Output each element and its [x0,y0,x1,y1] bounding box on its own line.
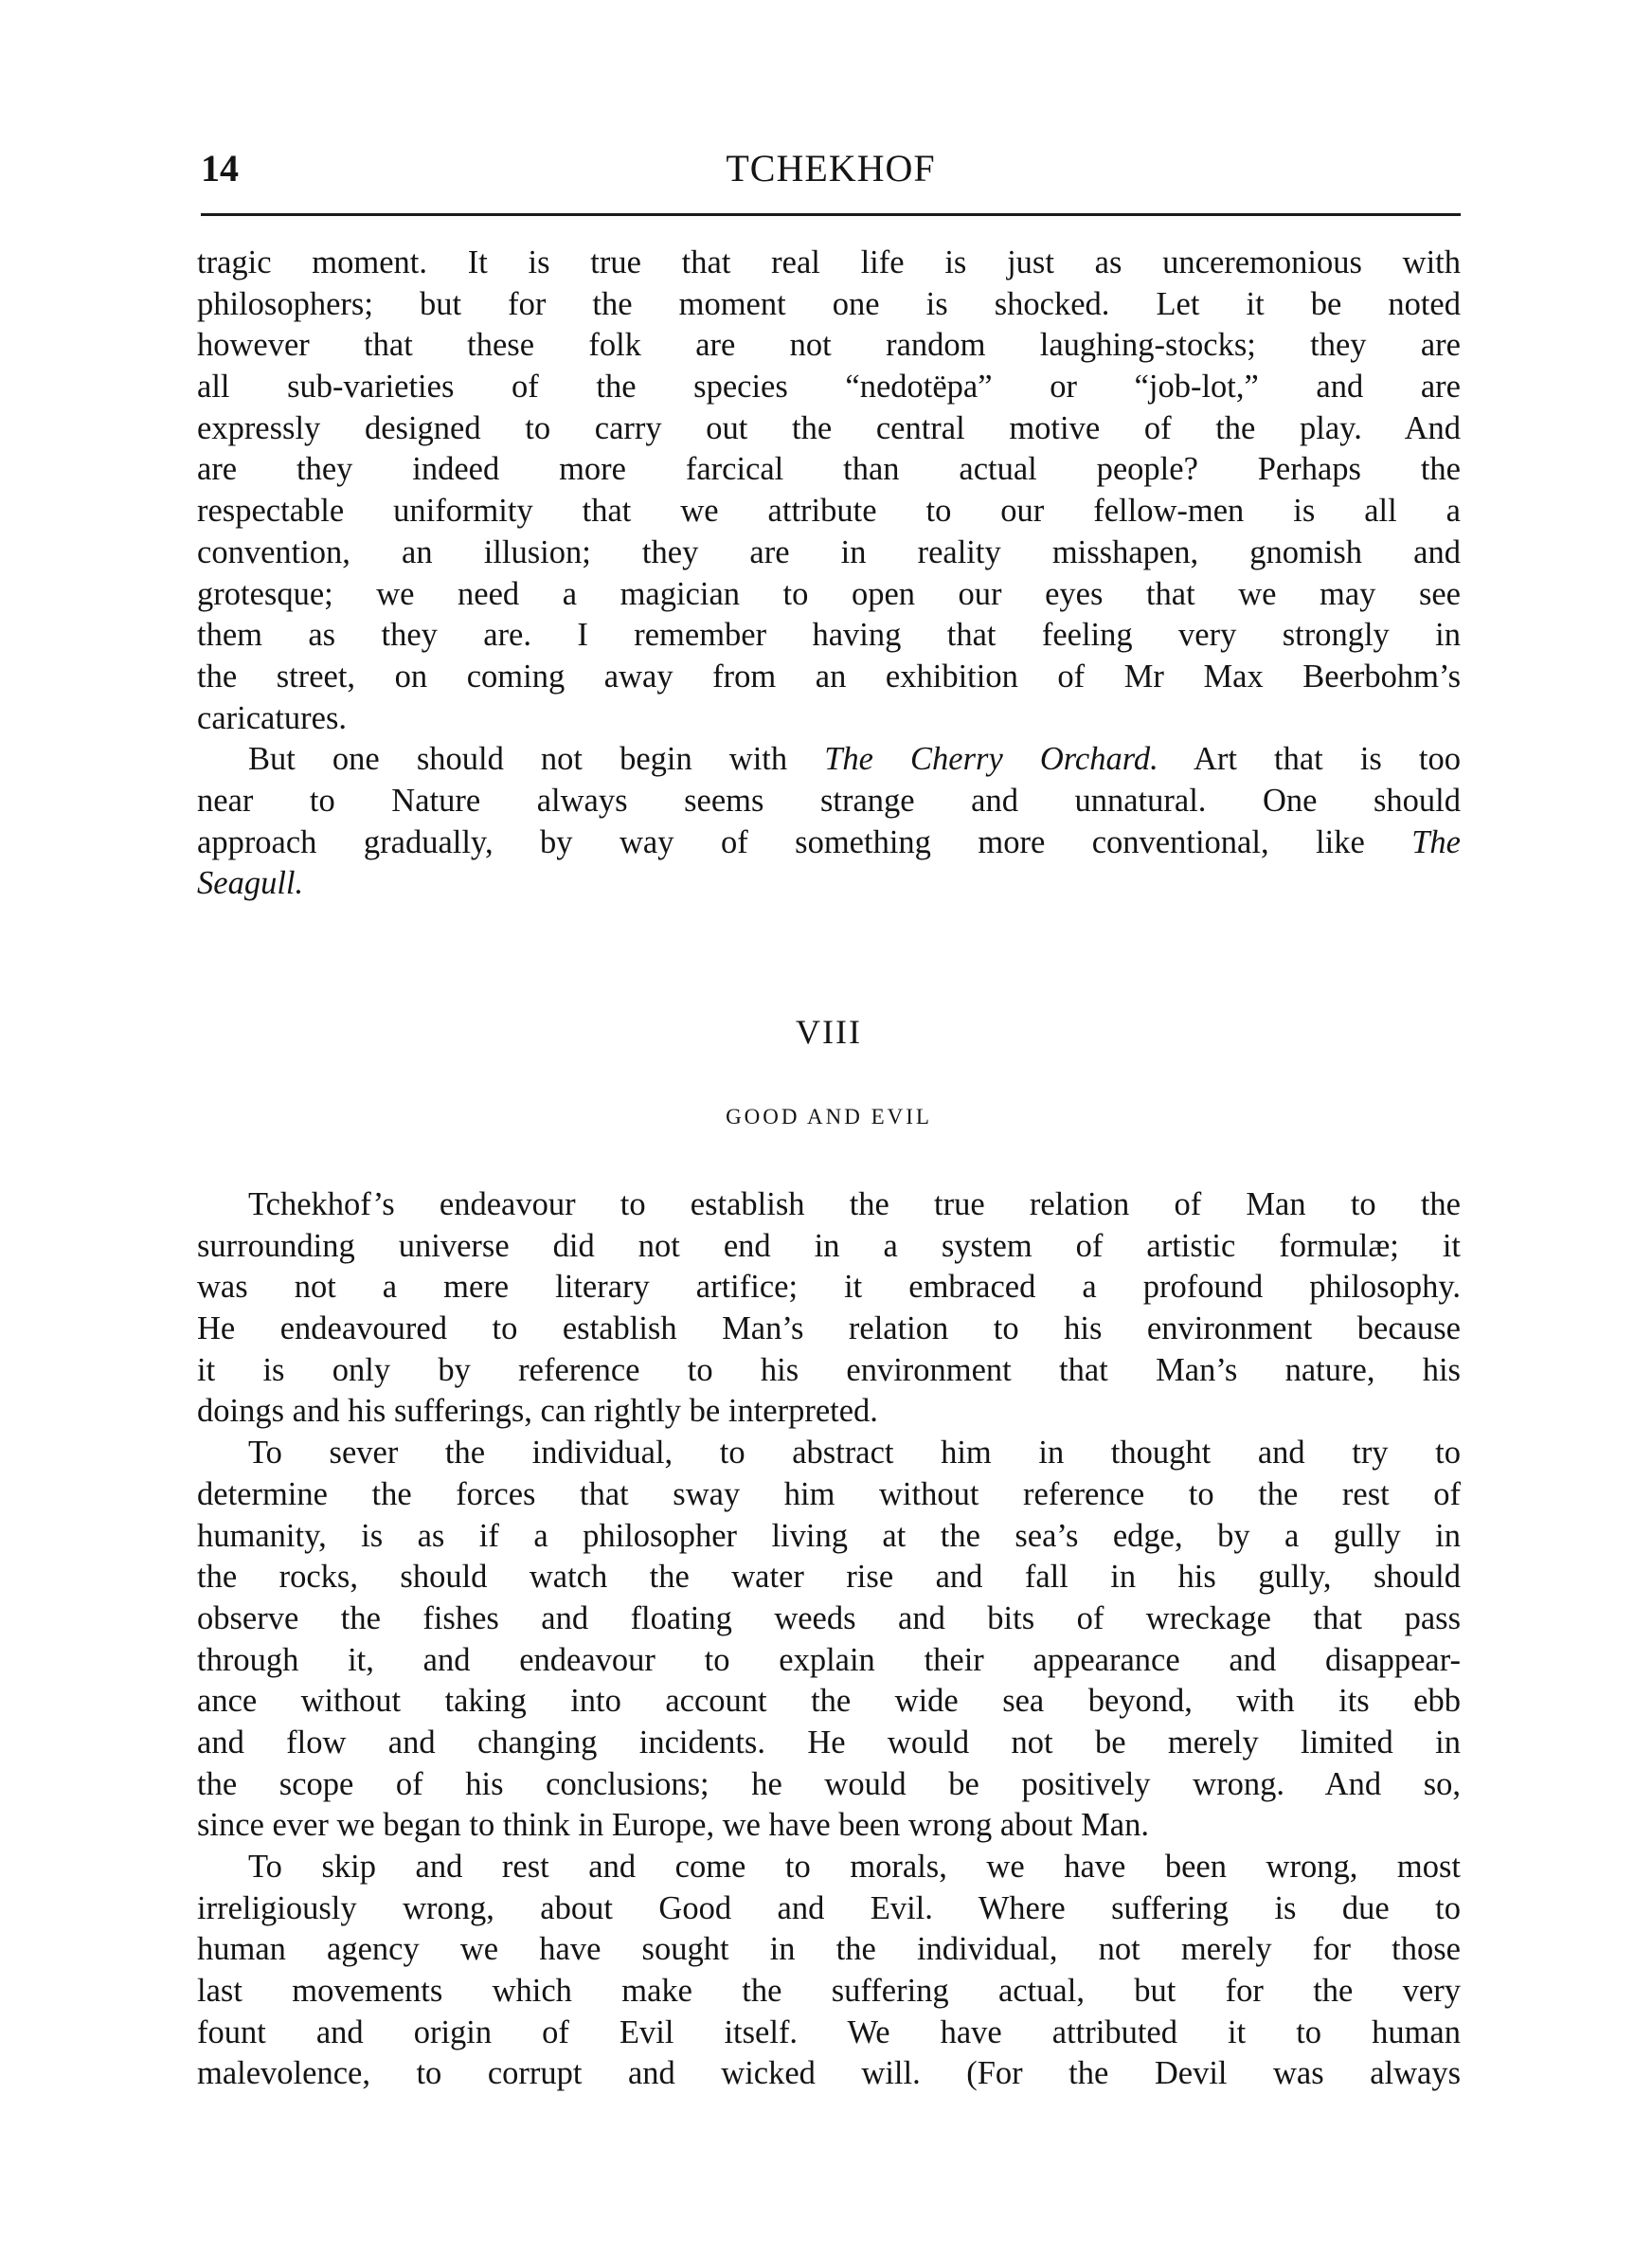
paragraph-continued [197,243,1461,739]
text-line: since ever we began to think in Europe, we have been wrong about Man. [197,1807,1149,1844]
text-line: the scope of his conclusions; he would be positively wrong. And so, [197,1765,1461,1802]
text-line: through it, and endeavour to explain their appearance and disappear- [197,1641,1461,1678]
text-line: To skip and rest and come to morals, we have been wrong, most [248,1849,1461,1885]
text-line: caricatures. [197,699,348,736]
running-head [201,142,1461,195]
text-line: malevolence, to corrupt and wicked will. (For the Devil was always [197,2055,1461,2092]
text-line: them as they are. I remember having that feeling very strongly in [197,617,1461,654]
text-line: grotesque; we need a magician to open our eyes that we may see [197,575,1461,612]
page-number: 14 [201,147,239,190]
book-title-italic: Seagull. [197,865,304,902]
text-line [197,822,1461,864]
text-line [197,863,1461,905]
text-line: To sever the individual, to abstract him in thought and try to [248,1435,1461,1472]
text-line: irreligiously wrong, about Good and Evil. Where suffering is due to [197,1889,1461,1926]
text-run: approach gradually, by way of something more conventional, like [197,823,1412,860]
text-line: human agency we have sought in the individual, not merely for those [197,1931,1461,1968]
text-line: it is only by reference to his environment that Man’s nature, his [197,1351,1461,1388]
text-line: all sub-varieties of the species “nedotëpa” or “job-lot,” and are [197,369,1461,406]
text-line: near to Nature always seems strange and unnatural. One should [197,782,1461,819]
text-line: surrounding universe did not end in a system of artistic formulæ; it [197,1227,1461,1264]
text-line: was not a mere literary artifice; it embraced a profound philosophy. [197,1269,1461,1306]
body-text-top [197,243,1461,905]
text-line: tragic moment. It is true that real life is just as unceremonious with [197,244,1461,280]
text-run: Art that is too [1158,741,1461,778]
paragraph-endeavour [197,1184,1461,1433]
section-title: GOOD AND EVIL [726,1105,932,1128]
book-title: TCHEKHOF [726,147,936,190]
section-number: VIII [796,1013,862,1051]
text-line: doings and his sufferings, can rightly be interpreted. [197,1393,878,1430]
paragraph-sever [197,1433,1461,1847]
text-line: expressly designed to carry out the central motive of the play. And [197,409,1461,446]
text-run: But one should not begin with [248,741,825,778]
text-line: and flow and changing incidents. He would not be merely limited in [197,1724,1461,1760]
book-title-italic: The [1411,823,1461,860]
text-line: fount and origin of Evil itself. We have attributed it to human [197,2013,1461,2050]
text-line: are they indeed more farcical than actual people? Perhaps the [197,451,1461,488]
paragraph-cherry-orchard [197,739,1461,905]
text-line: Tchekhof’s endeavour to establish the true relation of Man to the [248,1186,1461,1222]
text-line: observe the fishes and floating weeds and bits of wreckage that pass [197,1599,1461,1636]
text-line: however that these folk are not random laughing-stocks; they are [197,327,1461,364]
text-line: the rocks, should watch the water rise and fall in his gully, should [197,1559,1461,1596]
book-title-italic: The Cherry Orchard. [824,741,1158,778]
text-line: respectable uniformity that we attribute to our fellow-men is all a [197,493,1461,530]
text-line: humanity, is as if a philosopher living at the sea’s edge, by a gully in [197,1517,1461,1554]
paragraph-skip [197,1847,1461,2095]
text-line: the street, on coming away from an exhibition of Mr Max Beerbohm’s [197,658,1461,695]
text-line [197,739,1461,781]
body-text-bottom [197,1184,1461,2095]
text-line: He endeavoured to establish Man’s relation to his environment because [197,1310,1461,1347]
text-line: ance without taking into account the wide sea beyond, with its ebb [197,1683,1461,1720]
text-line: last movements which make the suffering actual, but for the very [197,1973,1461,2010]
text-line: philosophers; but for the moment one is shocked. Let it be noted [197,285,1461,322]
text-line: determine the forces that sway him without reference to the rest of [197,1475,1461,1512]
header-rule [201,213,1461,216]
text-line: convention, an illusion; they are in reality misshapen, gnomish and [197,533,1461,570]
